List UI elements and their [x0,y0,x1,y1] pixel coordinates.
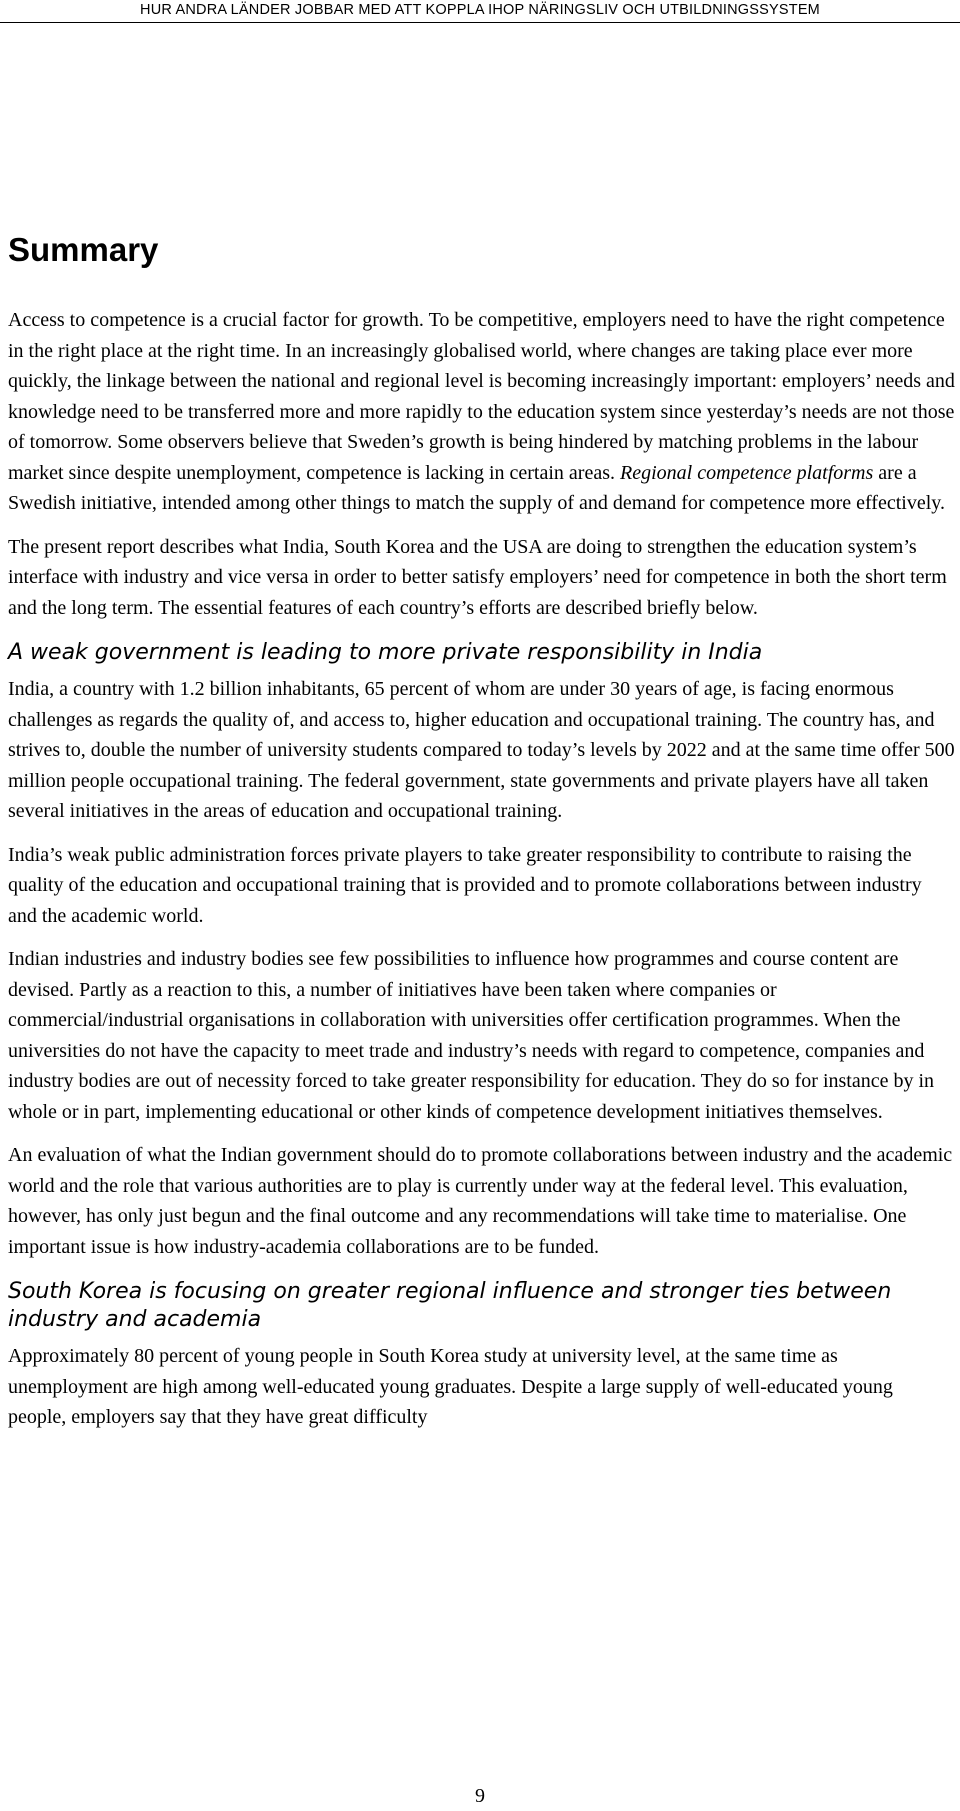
running-header: HUR ANDRA LÄNDER JOBBAR MED ATT KOPPLA IHOP NÄRINGSLIV OCH UTBILDNINGSSYSTEM [0,0,960,23]
india-paragraph-2: India’s weak public administration forces private players to take greater responsibility to contribute to raising the quality of the education and occupational training that is provided and to promote collaborations between industry and the academic world. [8,843,922,927]
summary-paragraph-1-text-b: are a Swedish initiative, intended among other things to match the supply of and demand for competence more effectively. [8,461,945,514]
summary-paragraph-1-text-a: Access to competence is a crucial factor for growth. To be competitive, employers need to have the right competence in the right place at the right time. In an increasingly globalised world, where changes are taking place ever more quickly, the linkage between the national and regional level is becoming increasingly important: employers’ needs and knowledge need to be transferred more and more rapidly to the education system since yesterday’s needs are not those of tomorrow. Some observers believe that Sweden’s growth is being hindered by matching problems in the labour market since despite unemployment, competence is lacking in certain areas. [8,309,955,484]
document-body [8,225,955,1446]
india-heading: A weak government is leading to more private responsibility in India [8,640,763,665]
page-number: 9 [475,1785,485,1807]
india-paragraph-4: An evaluation of what the Indian government should do to promote collaborations between industry and the academic world and the role that various authorities are to play is currently under way at the federal level. This evaluation, however, has only just begun and the final outcome and any recommendations will take time to materialise. One important issue is how industry-academia collaborations are to be funded. [8,1144,953,1258]
india-paragraph-3: Indian industries and industry bodies see few possibilities to influence how programmes and course content are devised. Partly as a reaction to this, a number of initiatives have been taken where companies or commercial/industrial organisations in collaboration with universities offer certification programmes. When the universities do not have the capacity to meet trade and industry’s needs with regard to competence, companies and industry bodies are out of necessity forced to take greater responsibility for education. They do so for instance by in whole or in part, implementing educational or other kinds of competence development initiatives themselves. [8,948,935,1123]
summary-paragraph-2: The present report describes what India, South Korea and the USA are doing to strengthen the education system’s interface with industry and vice versa in order to better satisfy employers’ need for competence in both the short term and the long term. The essential features of each country’s efforts are described briefly below. [8,535,947,619]
section-title: Summary [8,231,159,268]
korea-paragraph-1: Approximately 80 percent of young people in South Korea study at university level, at the same time as unemployment are high among well-educated young graduates. Despite a large supply of well-educated young people, employers say that they have great difficulty [8,1345,893,1428]
emphasis-regional-competence-platforms: Regional competence platforms [620,461,874,484]
india-paragraph-1: India, a country with 1.2 billion inhabitants, 65 percent of whom are under 30 years of age, is facing enormous challenges as regards the quality of, and access to, higher education and occupational training. The country has, and strives to, double the number of university students compared to today’s levels by 2022 and at the same time offer 500 million people occupational training. The federal government, state governments and private players have all taken several initiatives in the areas of education and occupational training. [8,678,955,822]
summary-paragraph-1 [8,305,955,519]
korea-heading: South Korea is focusing on greater regional influence and stronger ties between industry and academia [8,1279,892,1332]
